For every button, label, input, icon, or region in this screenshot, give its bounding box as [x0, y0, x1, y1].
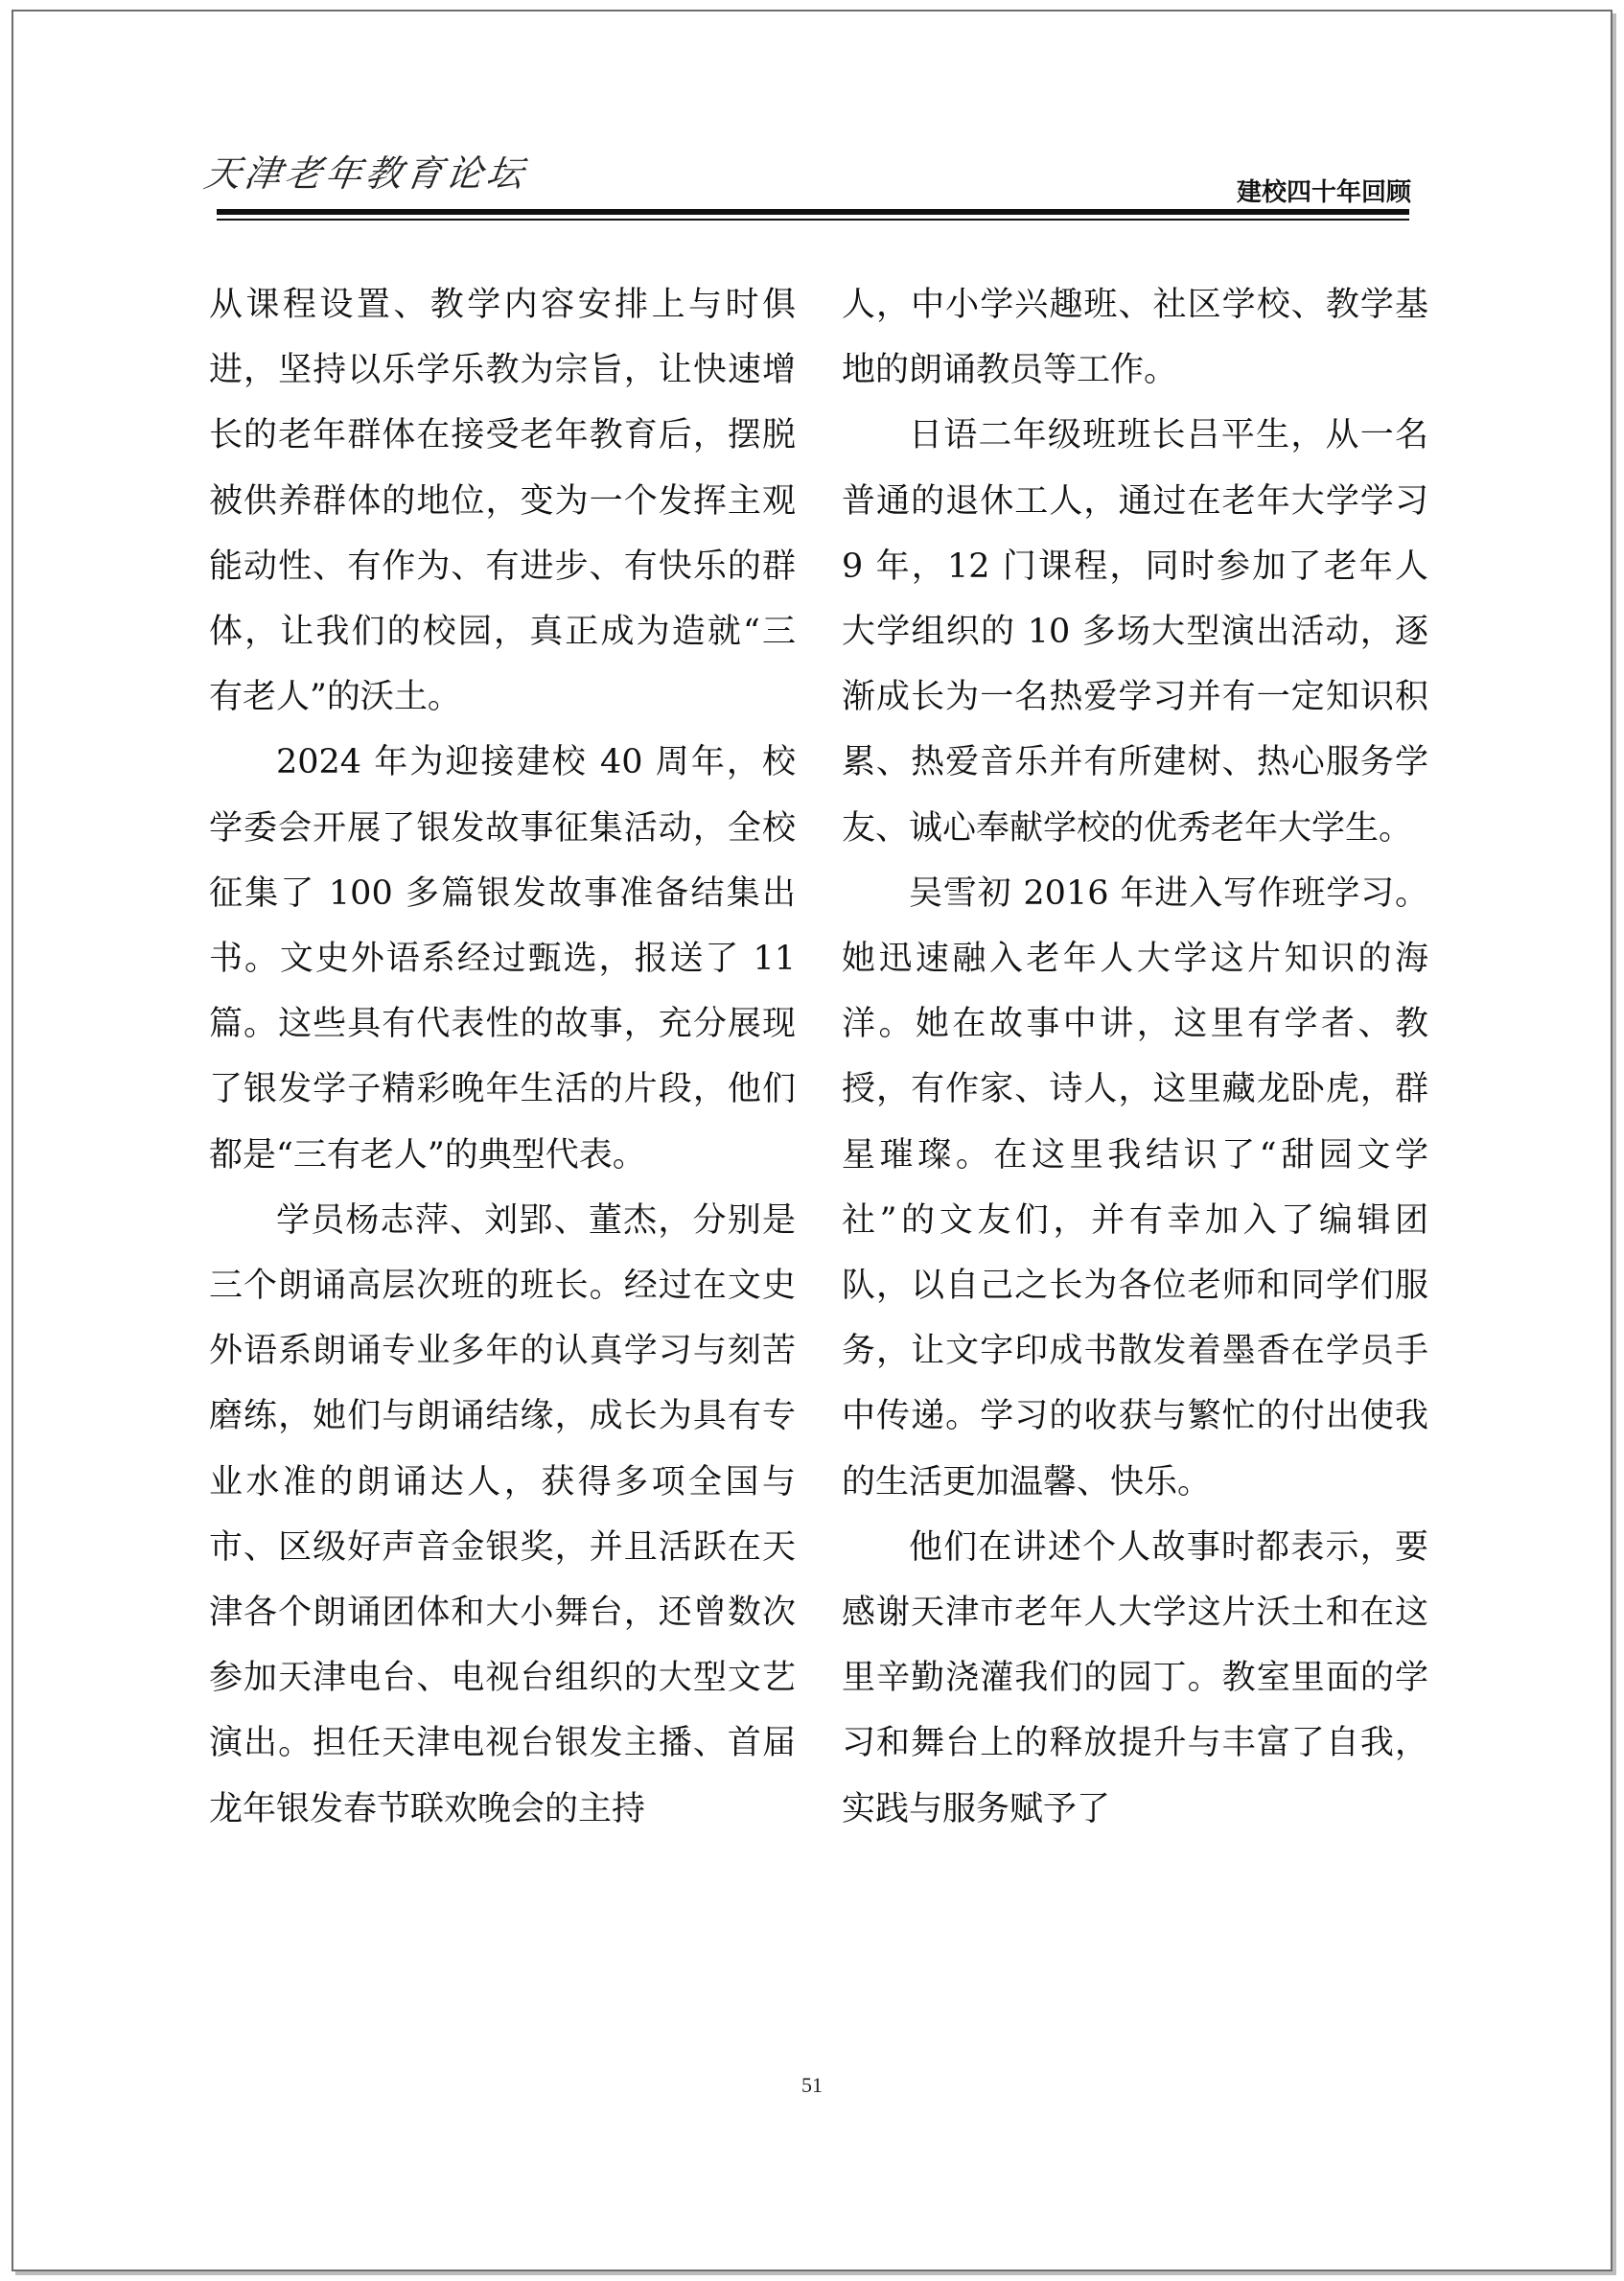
paragraph: 学员杨志萍、刘郢、董杰，分别是三个朗诵高层次班的班长。经过在文史外语系朗诵专业多年的认真学习与刻苦磨练，她们与朗诵结缘，成长为具有专业水准的朗诵达人，获得多项全国与市、区级好声音金银奖，并且活跃在天津各个朗诵团体和大小舞台，还曾数次参加天津电台、电视台组织的大型文艺演出。担任天津电视台银发主播、首届龙年银发春节联欢晚会的主持	[209, 1200, 796, 1828]
paragraph: 从课程设置、教学内容安排上与时俱进，坚持以乐学乐教为宗旨，让快速增长的老年群体在接受老年教育后，摆脱被供养群体的地位，变为一个发挥主观能动性、有作为、有进步、有快乐的群体，让我们的校园，真正成为造就“三有老人”的沃土。	[209, 286, 796, 717]
paragraph: 他们在讲述个人故事时都表示，要感谢天津市老年人大学这片沃土和在这里辛勤浇灌我们的园丁。教室里面的学习和舞台上的释放提升与丰富了自我，实践与服务赋予了	[842, 1527, 1428, 1828]
journal-logo: 天津老年教育论坛	[201, 152, 530, 195]
paragraph: 人，中小学兴趣班、社区学校、教学基地的朗诵教员等工作。	[842, 286, 1428, 390]
left-column	[209, 272, 796, 1842]
section-title: 建校四十年回顾	[1236, 178, 1411, 207]
paragraph: 日语二年级班班长吕平生，从一名普通的退休工人，通过在老年大学学习 9 年，12 门课程，同时参加了老年人大学组织的 10 多场大型演出活动，逐渐成长为一名热爱学习并有一定知识积累、热爱音乐并有所建树、热心服务学友、诚心奉献学校的优秀老年大学生。	[842, 416, 1428, 848]
header-rule-thick	[217, 209, 1409, 215]
page-number: 51	[801, 2073, 823, 2097]
right-column	[842, 272, 1428, 1842]
paragraph: 2024 年为迎接建校 40 周年，校学委会开展了银发故事征集活动，全校征集了 100 多篇银发故事准备结集出书。文史外语系经过甄选，报送了 11 篇。这些具有代表性的故事，充分展现了银发学子精彩晚年生活的片段，他们都是“三有老人”的典型代表。	[209, 743, 796, 1175]
paragraph: 吴雪初 2016 年进入写作班学习。她迅速融入老年人大学这片知识的海洋。她在故事中讲，这里有学者、教授，有作家、诗人，这里藏龙卧虎，群星璀璨。在这里我结识了“甜园文学社”的文友们，并有幸加入了编辑团队，以自己之长为各位老师和同学们服务，让文字印成书散发着墨香在学员手中传递。学习的收获与繁忙的付出使我的生活更加温馨、快乐。	[842, 873, 1428, 1501]
header-rule-thin	[217, 219, 1409, 221]
